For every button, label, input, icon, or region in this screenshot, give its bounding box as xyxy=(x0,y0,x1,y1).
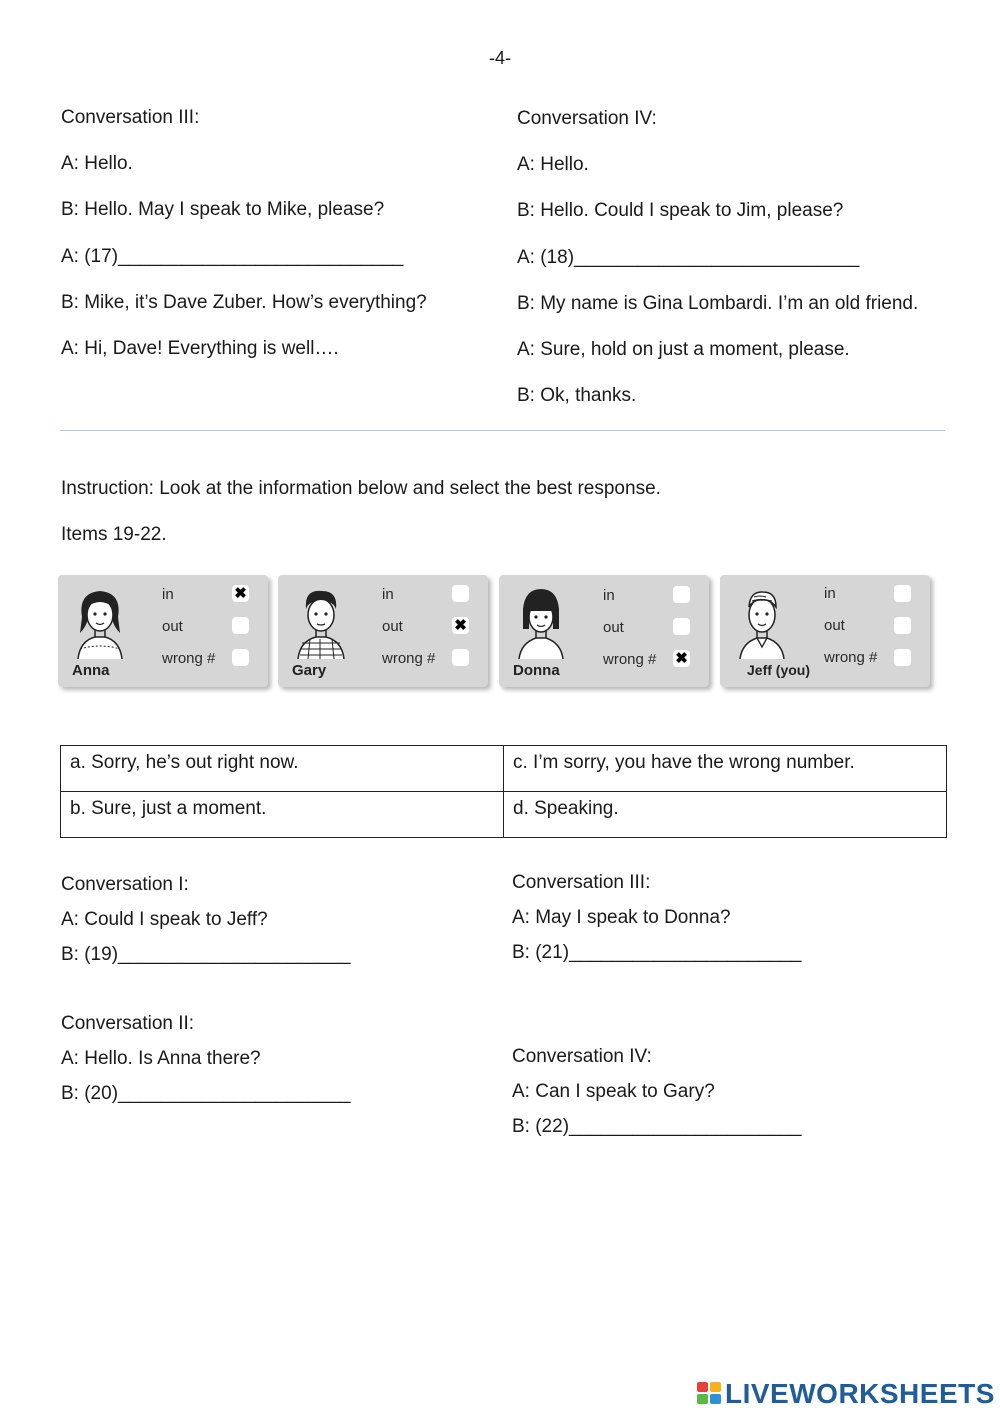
out-checkbox xyxy=(673,618,690,635)
in-checkbox xyxy=(673,586,690,603)
card-name: Gary xyxy=(292,662,327,679)
in-checkbox xyxy=(894,585,911,602)
option-wrong-label: wrong # xyxy=(603,651,657,668)
answer-blank-21[interactable]: B: (21)______________________ xyxy=(512,942,802,963)
anna-portrait-icon xyxy=(68,583,132,659)
instruction-text: Instruction: Look at the information below and select the best response. xyxy=(61,478,661,499)
in-checkbox xyxy=(452,585,469,602)
option-out-label: out xyxy=(382,618,403,635)
answer-blank-18[interactable]: A: (18)___________________________ xyxy=(517,247,860,268)
status-card-anna xyxy=(58,575,268,687)
conversation-4-title: Conversation IV: xyxy=(517,108,657,129)
answer-blank-19[interactable]: B: (19)______________________ xyxy=(61,944,351,965)
status-card-gary xyxy=(278,575,488,687)
conversation-4b-title: Conversation IV: xyxy=(512,1046,652,1067)
out-checkbox xyxy=(232,617,249,634)
answer-blank-22[interactable]: B: (22)______________________ xyxy=(512,1116,802,1137)
wrong-checkbox xyxy=(894,649,911,666)
conversation-3b-line-a: A: May I speak to Donna? xyxy=(512,907,731,928)
status-card-donna xyxy=(499,575,709,687)
wrong-checkbox xyxy=(232,649,249,666)
gary-portrait-icon xyxy=(288,583,352,659)
conversation-1-line-a: A: Could I speak to Jeff? xyxy=(61,909,268,930)
conversation-2-title: Conversation II: xyxy=(61,1013,195,1034)
logo-text: LIVEWORKSHEETS xyxy=(725,1378,995,1409)
logo-blocks-icon xyxy=(697,1382,723,1406)
conversation-1-title: Conversation I: xyxy=(61,874,189,895)
conversation-4-line: A: Hello. xyxy=(517,154,589,175)
answer-blank-20[interactable]: B: (20)______________________ xyxy=(61,1083,351,1104)
option-a: a. Sorry, he’s out right now. xyxy=(61,746,504,792)
answer-options-table xyxy=(60,745,947,838)
card-name: Jeff (you) xyxy=(747,662,810,678)
option-out-label: out xyxy=(162,618,183,635)
conversation-3-title: Conversation III: xyxy=(61,107,200,128)
conversation-4-line: B: Ok, thanks. xyxy=(517,385,637,406)
in-checkbox: ✖ xyxy=(232,585,249,602)
conversation-3-line: A: Hello. xyxy=(61,153,133,174)
conversation-4-line: A: Sure, hold on just a moment, please. xyxy=(517,339,850,360)
conversation-3b-title: Conversation III: xyxy=(512,872,651,893)
out-checkbox: ✖ xyxy=(452,617,469,634)
donna-portrait-icon xyxy=(509,583,573,659)
conversation-4-line: B: My name is Gina Lombardi. I’m an old friend. xyxy=(517,293,919,314)
items-label: Items 19-22. xyxy=(61,524,167,545)
conversation-4-line: B: Hello. Could I speak to Jim, please? xyxy=(517,200,844,221)
page-number: -4- xyxy=(489,48,511,68)
option-d: d. Speaking. xyxy=(504,792,947,838)
option-wrong-label: wrong # xyxy=(162,650,216,667)
option-in-label: in xyxy=(824,585,836,602)
answer-blank-17[interactable]: A: (17)___________________________ xyxy=(61,246,404,267)
out-checkbox xyxy=(894,617,911,634)
option-wrong-label: wrong # xyxy=(824,649,878,666)
option-wrong-label: wrong # xyxy=(382,650,436,667)
wrong-checkbox xyxy=(452,649,469,666)
conversation-4b-line-a: A: Can I speak to Gary? xyxy=(512,1081,715,1102)
section-divider xyxy=(60,430,945,431)
status-card-jeff xyxy=(720,575,930,687)
option-in-label: in xyxy=(162,586,174,603)
card-name: Donna xyxy=(513,662,560,679)
option-out-label: out xyxy=(603,619,624,636)
option-b: b. Sure, just a moment. xyxy=(61,792,504,838)
jeff-portrait-icon xyxy=(730,583,794,659)
option-in-label: in xyxy=(382,586,394,603)
conversation-3-line: B: Mike, it’s Dave Zuber. How’s everything? xyxy=(61,292,427,313)
option-c: c. I’m sorry, you have the wrong number. xyxy=(504,746,947,792)
conversation-2-line-a: A: Hello. Is Anna there? xyxy=(61,1048,261,1069)
conversation-3-line: B: Hello. May I speak to Mike, please? xyxy=(61,199,385,220)
option-out-label: out xyxy=(824,617,845,634)
conversation-3-line: A: Hi, Dave! Everything is well…. xyxy=(61,338,339,359)
card-name: Anna xyxy=(72,662,110,679)
wrong-checkbox: ✖ xyxy=(673,650,690,667)
option-in-label: in xyxy=(603,587,615,604)
